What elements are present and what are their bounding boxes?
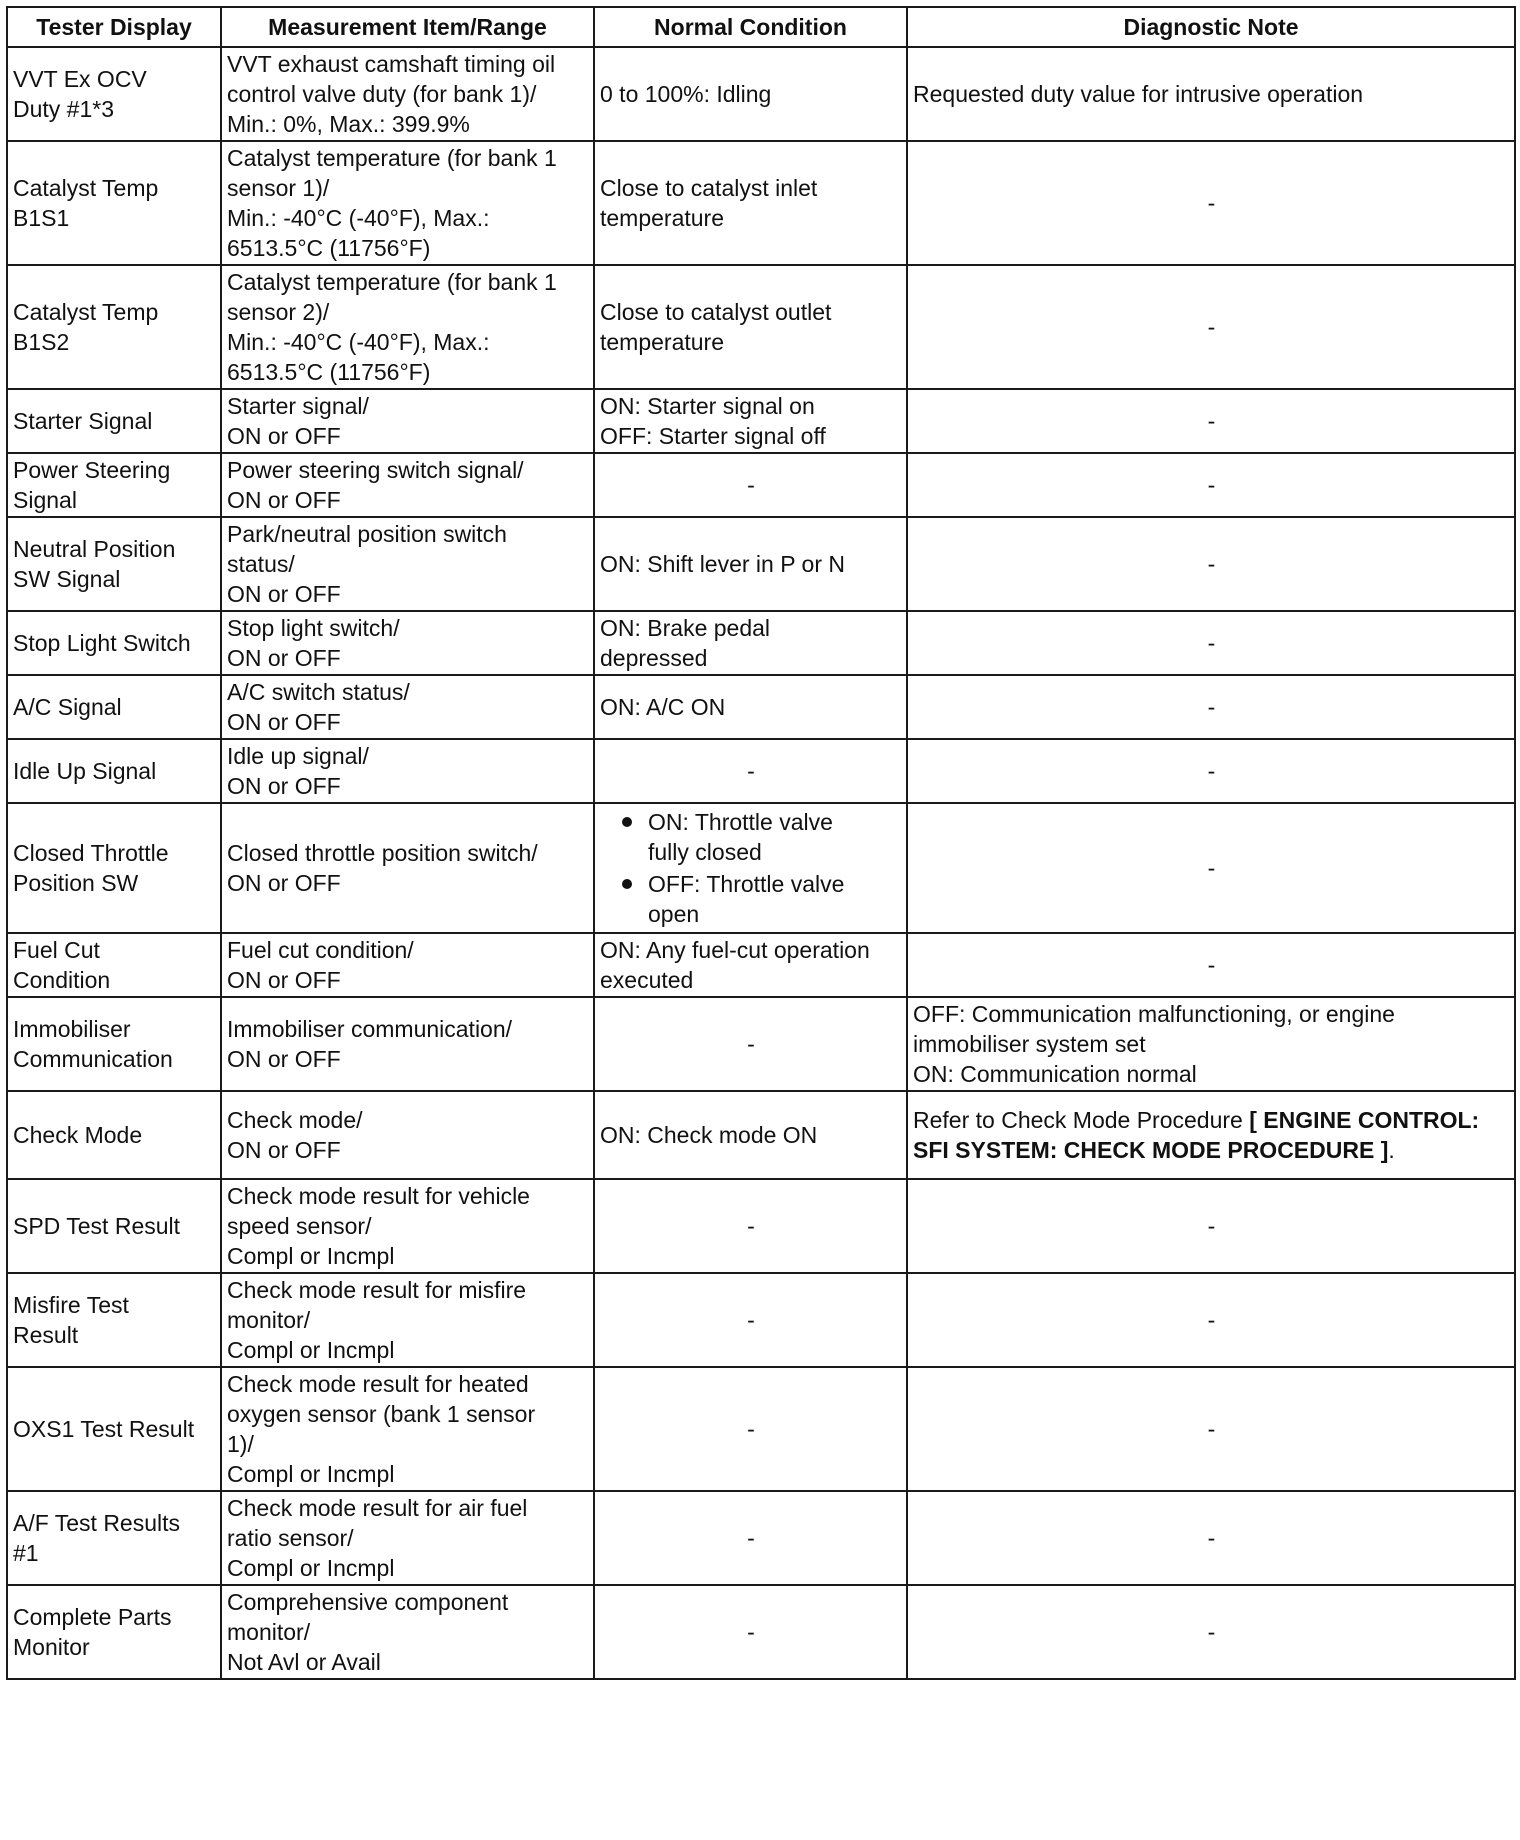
cell-line: Starter signal/ bbox=[227, 393, 369, 419]
cell-line: Check Mode bbox=[13, 1122, 143, 1148]
cell-line: Communication bbox=[13, 1046, 173, 1072]
table-row bbox=[7, 389, 1515, 453]
cell-measurement-item bbox=[221, 1367, 594, 1491]
cell-line: ON: Check mode ON bbox=[600, 1122, 818, 1148]
cell-line: - bbox=[1207, 758, 1216, 784]
cell-measurement-item bbox=[221, 611, 594, 675]
cell-diagnostic-note bbox=[907, 141, 1515, 265]
cell-line: Starter Signal bbox=[13, 408, 153, 434]
cell-diagnostic-note bbox=[907, 517, 1515, 611]
cell-line: - bbox=[1207, 408, 1216, 434]
cell-line: ON: A/C ON bbox=[600, 694, 726, 720]
cell-diagnostic-note bbox=[907, 265, 1515, 389]
cell-line: ON: Starter signal on bbox=[600, 393, 815, 419]
cell-measurement-item bbox=[221, 265, 594, 389]
cell-line: VVT exhaust camshaft timing oil bbox=[227, 51, 556, 77]
table-row bbox=[7, 47, 1515, 141]
cell-normal-condition bbox=[594, 1091, 907, 1179]
cell-tester-display bbox=[7, 141, 221, 265]
cell-normal-condition bbox=[594, 1273, 907, 1367]
cell-line: temperature bbox=[600, 329, 725, 355]
cell-line: - bbox=[1207, 314, 1216, 340]
cell-line: Min.: 0%, Max.: 399.9% bbox=[227, 111, 470, 137]
table-row bbox=[7, 1091, 1515, 1179]
cell-diagnostic-note bbox=[907, 1091, 1515, 1179]
cell-line: Stop light switch/ bbox=[227, 615, 400, 641]
cell-measurement-item bbox=[221, 453, 594, 517]
cell-line: monitor/ bbox=[227, 1307, 311, 1333]
cell-line: ratio sensor/ bbox=[227, 1525, 354, 1551]
table-row bbox=[7, 1367, 1515, 1491]
cell-measurement-item bbox=[221, 389, 594, 453]
cell-line: Neutral Position bbox=[13, 536, 176, 562]
cell-line: - bbox=[747, 1619, 755, 1645]
cell-line: ON or OFF bbox=[227, 870, 341, 896]
cell-tester-display bbox=[7, 675, 221, 739]
cell-normal-condition bbox=[594, 141, 907, 265]
cell-diagnostic-note bbox=[907, 1585, 1515, 1679]
cell-line: Fuel Cut bbox=[13, 937, 100, 963]
cell-measurement-item bbox=[221, 517, 594, 611]
table-row bbox=[7, 997, 1515, 1091]
cell-line: - bbox=[747, 1307, 755, 1333]
cell-line: SW Signal bbox=[13, 566, 121, 592]
cell-line: monitor/ bbox=[227, 1619, 311, 1645]
cell-normal-condition bbox=[594, 675, 907, 739]
cell-line: Compl or Incmpl bbox=[227, 1461, 395, 1487]
cell-line: Compl or Incmpl bbox=[227, 1555, 395, 1581]
cell-measurement-item bbox=[221, 1273, 594, 1367]
cell-tester-display bbox=[7, 1491, 221, 1585]
cell-normal-condition bbox=[594, 1491, 907, 1585]
cell-line: A/C switch status/ bbox=[227, 679, 410, 705]
cell-tester-display bbox=[7, 453, 221, 517]
table-row bbox=[7, 675, 1515, 739]
cell-line: immobiliser system set bbox=[913, 1031, 1146, 1057]
cell-line: status/ bbox=[227, 551, 295, 577]
cell-line: SPD Test Result bbox=[13, 1213, 181, 1239]
cell-normal-condition bbox=[594, 803, 907, 933]
cell-measurement-item bbox=[221, 1179, 594, 1273]
cell-diagnostic-note bbox=[907, 933, 1515, 997]
cell-tester-display bbox=[7, 47, 221, 141]
cell-line: Signal bbox=[13, 487, 77, 513]
cell-measurement-item bbox=[221, 1091, 594, 1179]
cell-line: - bbox=[1207, 1619, 1216, 1645]
cell-measurement-item bbox=[221, 141, 594, 265]
cell-line: ON or OFF bbox=[227, 773, 341, 799]
cell-tester-display bbox=[7, 1367, 221, 1491]
cell-normal-condition bbox=[594, 47, 907, 141]
cell-line: sensor 1)/ bbox=[227, 175, 330, 201]
cell-line: Position SW bbox=[13, 870, 139, 896]
cell-line: OFF: Communication malfunctioning, or engine bbox=[913, 1001, 1395, 1027]
cell-line: executed bbox=[600, 967, 694, 993]
cell-line: ON or OFF bbox=[227, 487, 341, 513]
cell-line: ON or OFF bbox=[227, 423, 341, 449]
cell-line: temperature bbox=[600, 205, 725, 231]
header-diagnostic-note: Diagnostic Note bbox=[907, 7, 1515, 47]
cell-diagnostic-note bbox=[907, 997, 1515, 1091]
header-measurement-item: Measurement Item/Range bbox=[221, 7, 594, 47]
cell-line: - bbox=[747, 758, 755, 784]
cell-line: OXS1 Test Result bbox=[13, 1416, 195, 1442]
cell-line: Min.: -40°C (-40°F), Max.: bbox=[227, 205, 490, 231]
table-row bbox=[7, 1585, 1515, 1679]
cell-line: OFF: Starter signal off bbox=[600, 423, 826, 449]
cell-normal-condition bbox=[594, 1179, 907, 1273]
cell-tester-display bbox=[7, 1273, 221, 1367]
cell-normal-condition bbox=[594, 1585, 907, 1679]
cell-line: ON or OFF bbox=[227, 709, 341, 735]
cell-line: Condition bbox=[13, 967, 111, 993]
cell-measurement-item bbox=[221, 933, 594, 997]
cell-line: Immobiliser communication/ bbox=[227, 1016, 513, 1042]
cell-line: ON or OFF bbox=[227, 645, 341, 671]
cell-line: depressed bbox=[600, 645, 708, 671]
table-row bbox=[7, 1273, 1515, 1367]
cell-line: Duty #1*3 bbox=[13, 96, 115, 122]
cell-line: Idle up signal/ bbox=[227, 743, 369, 769]
cell-line: ON: Any fuel-cut operation bbox=[600, 937, 870, 963]
cell-line: Immobiliser bbox=[13, 1016, 131, 1042]
cell-normal-condition bbox=[594, 739, 907, 803]
diagnostic-table-container bbox=[6, 6, 1514, 1680]
cell-diagnostic-note bbox=[907, 1491, 1515, 1585]
cell-line: - bbox=[747, 1031, 755, 1057]
header-normal-condition: Normal Condition bbox=[594, 7, 907, 47]
cell-line: 0 to 100%: Idling bbox=[600, 81, 772, 107]
cell-line: Check mode result for air fuel bbox=[227, 1495, 528, 1521]
table-header-row bbox=[7, 7, 1515, 47]
cell-line: A/F Test Results bbox=[13, 1510, 181, 1536]
cell-normal-condition bbox=[594, 1367, 907, 1491]
cell-tester-display bbox=[7, 265, 221, 389]
cell-tester-display bbox=[7, 517, 221, 611]
cell-line: - bbox=[1207, 1416, 1216, 1442]
cell-tester-display bbox=[7, 933, 221, 997]
cell-line: Result bbox=[13, 1322, 79, 1348]
cell-line: Park/neutral position switch bbox=[227, 521, 507, 547]
cell-line: Fuel cut condition/ bbox=[227, 937, 414, 963]
cell-tester-display bbox=[7, 1091, 221, 1179]
cell-line: - bbox=[1207, 472, 1216, 498]
table-body bbox=[7, 47, 1515, 1679]
cell-line: control valve duty (for bank 1)/ bbox=[227, 81, 537, 107]
cell-diagnostic-note bbox=[907, 1179, 1515, 1273]
cell-line: Idle Up Signal bbox=[13, 758, 157, 784]
table-row bbox=[7, 933, 1515, 997]
cell-line: Stop Light Switch bbox=[13, 630, 191, 656]
cell-measurement-item bbox=[221, 675, 594, 739]
cell-line: - bbox=[1207, 190, 1216, 216]
cell-line: Complete Parts bbox=[13, 1604, 172, 1630]
table-row bbox=[7, 517, 1515, 611]
cell-line: A/C Signal bbox=[13, 694, 122, 720]
bullet-item bbox=[600, 869, 902, 929]
data-list-table bbox=[6, 6, 1516, 1680]
cell-tester-display bbox=[7, 803, 221, 933]
cell-line: Catalyst Temp bbox=[13, 299, 159, 325]
cell-line: - bbox=[747, 1213, 755, 1239]
cell-line: - bbox=[1207, 630, 1216, 656]
cell-diagnostic-note bbox=[907, 675, 1515, 739]
cell-line: - bbox=[747, 1416, 755, 1442]
cell-measurement-item bbox=[221, 803, 594, 933]
cell-line: Check mode result for vehicle bbox=[227, 1183, 530, 1209]
cell-normal-condition bbox=[594, 389, 907, 453]
cell-measurement-item bbox=[221, 47, 594, 141]
note-prefix: Refer to Check Mode Procedure bbox=[913, 1107, 1250, 1133]
cell-line: 6513.5°C (11756°F) bbox=[227, 235, 431, 261]
cell-line: - bbox=[1207, 551, 1216, 577]
cell-line: VVT Ex OCV bbox=[13, 66, 147, 92]
cell-tester-display bbox=[7, 1585, 221, 1679]
cell-line: open bbox=[648, 901, 700, 927]
cell-diagnostic-note bbox=[907, 389, 1515, 453]
cell-diagnostic-note bbox=[907, 1367, 1515, 1491]
cell-normal-condition bbox=[594, 997, 907, 1091]
cell-line: - bbox=[1207, 1525, 1216, 1551]
cell-line: Compl or Incmpl bbox=[227, 1243, 395, 1269]
cell-line: 6513.5°C (11756°F) bbox=[227, 359, 431, 385]
cell-tester-display bbox=[7, 611, 221, 675]
cell-normal-condition bbox=[594, 265, 907, 389]
cell-line: Comprehensive component bbox=[227, 1589, 509, 1615]
bullet-dot-icon bbox=[622, 879, 632, 889]
cell-normal-condition bbox=[594, 933, 907, 997]
cell-line: B1S1 bbox=[13, 205, 70, 231]
cell-diagnostic-note bbox=[907, 803, 1515, 933]
cell-line: oxygen sensor (bank 1 sensor bbox=[227, 1401, 536, 1427]
cell-measurement-item bbox=[221, 739, 594, 803]
bullet-list bbox=[600, 807, 902, 929]
cell-line: Catalyst temperature (for bank 1 bbox=[227, 269, 557, 295]
cell-measurement-item bbox=[221, 997, 594, 1091]
cell-line: ON: Brake pedal bbox=[600, 615, 771, 641]
cell-diagnostic-note bbox=[907, 1273, 1515, 1367]
cell-diagnostic-note bbox=[907, 611, 1515, 675]
cell-line: Check mode/ bbox=[227, 1107, 363, 1133]
cell-normal-condition bbox=[594, 453, 907, 517]
cell-line: Close to catalyst inlet bbox=[600, 175, 818, 201]
cell-line: - bbox=[747, 472, 755, 498]
table-row bbox=[7, 739, 1515, 803]
cell-line: Requested duty value for intrusive operation bbox=[913, 81, 1364, 107]
cell-line: ON or OFF bbox=[227, 1137, 341, 1163]
table-row bbox=[7, 803, 1515, 933]
cell-line: Check mode result for heated bbox=[227, 1371, 529, 1397]
cell-line: - bbox=[1207, 694, 1216, 720]
table-row bbox=[7, 611, 1515, 675]
cell-line: ON: Shift lever in P or N bbox=[600, 551, 845, 577]
cell-line: Close to catalyst outlet bbox=[600, 299, 832, 325]
cell-tester-display bbox=[7, 739, 221, 803]
table-row bbox=[7, 1179, 1515, 1273]
cell-line: ON: Throttle valve bbox=[648, 809, 833, 835]
cell-line: - bbox=[1207, 855, 1216, 881]
cell-line: 1)/ bbox=[227, 1431, 254, 1457]
cell-line: Monitor bbox=[13, 1634, 90, 1660]
cell-line: Power steering switch signal/ bbox=[227, 457, 524, 483]
cell-measurement-item bbox=[221, 1491, 594, 1585]
header-tester-display: Tester Display bbox=[7, 7, 221, 47]
table-row bbox=[7, 453, 1515, 517]
cell-line: - bbox=[1207, 1213, 1216, 1239]
cell-line: #1 bbox=[13, 1540, 39, 1566]
cell-line: sensor 2)/ bbox=[227, 299, 330, 325]
table-row bbox=[7, 1491, 1515, 1585]
cell-line: Closed throttle position switch/ bbox=[227, 840, 538, 866]
cell-line: ON or OFF bbox=[227, 967, 341, 993]
cell-line: ON: Communication normal bbox=[913, 1061, 1197, 1087]
cell-line: OFF: Throttle valve bbox=[648, 871, 845, 897]
cell-line: Misfire Test bbox=[13, 1292, 129, 1318]
cell-line: - bbox=[1207, 1307, 1216, 1333]
cell-normal-condition bbox=[594, 611, 907, 675]
cell-measurement-item bbox=[221, 1585, 594, 1679]
bullet-item bbox=[600, 807, 902, 867]
cell-line: - bbox=[747, 1525, 755, 1551]
table-row bbox=[7, 141, 1515, 265]
cell-line: Power Steering bbox=[13, 457, 171, 483]
procedure-reference-link[interactable]: [ ENGINE CONTROL: SFI SYSTEM: CHECK MODE PROCEDURE ] bbox=[913, 1107, 1480, 1163]
table-row bbox=[7, 265, 1515, 389]
cell-line: Not Avl or Avail bbox=[227, 1649, 381, 1675]
cell-tester-display bbox=[7, 389, 221, 453]
bullet-dot-icon bbox=[622, 817, 632, 827]
cell-line: Catalyst Temp bbox=[13, 175, 159, 201]
cell-line: Compl or Incmpl bbox=[227, 1337, 395, 1363]
cell-line: speed sensor/ bbox=[227, 1213, 372, 1239]
cell-line: Closed Throttle bbox=[13, 840, 169, 866]
cell-tester-display bbox=[7, 1179, 221, 1273]
note-suffix: . bbox=[1388, 1137, 1395, 1163]
cell-line: - bbox=[1207, 952, 1216, 978]
cell-diagnostic-note bbox=[907, 453, 1515, 517]
cell-line: Min.: -40°C (-40°F), Max.: bbox=[227, 329, 490, 355]
cell-normal-condition bbox=[594, 517, 907, 611]
cell-line: Check mode result for misfire bbox=[227, 1277, 527, 1303]
cell-tester-display bbox=[7, 997, 221, 1091]
cell-diagnostic-note bbox=[907, 47, 1515, 141]
cell-diagnostic-note bbox=[907, 739, 1515, 803]
cell-line: ON or OFF bbox=[227, 1046, 341, 1072]
cell-line: ON or OFF bbox=[227, 581, 341, 607]
cell-line: fully closed bbox=[648, 839, 762, 865]
cell-line: Catalyst temperature (for bank 1 bbox=[227, 145, 557, 171]
cell-line: B1S2 bbox=[13, 329, 70, 355]
